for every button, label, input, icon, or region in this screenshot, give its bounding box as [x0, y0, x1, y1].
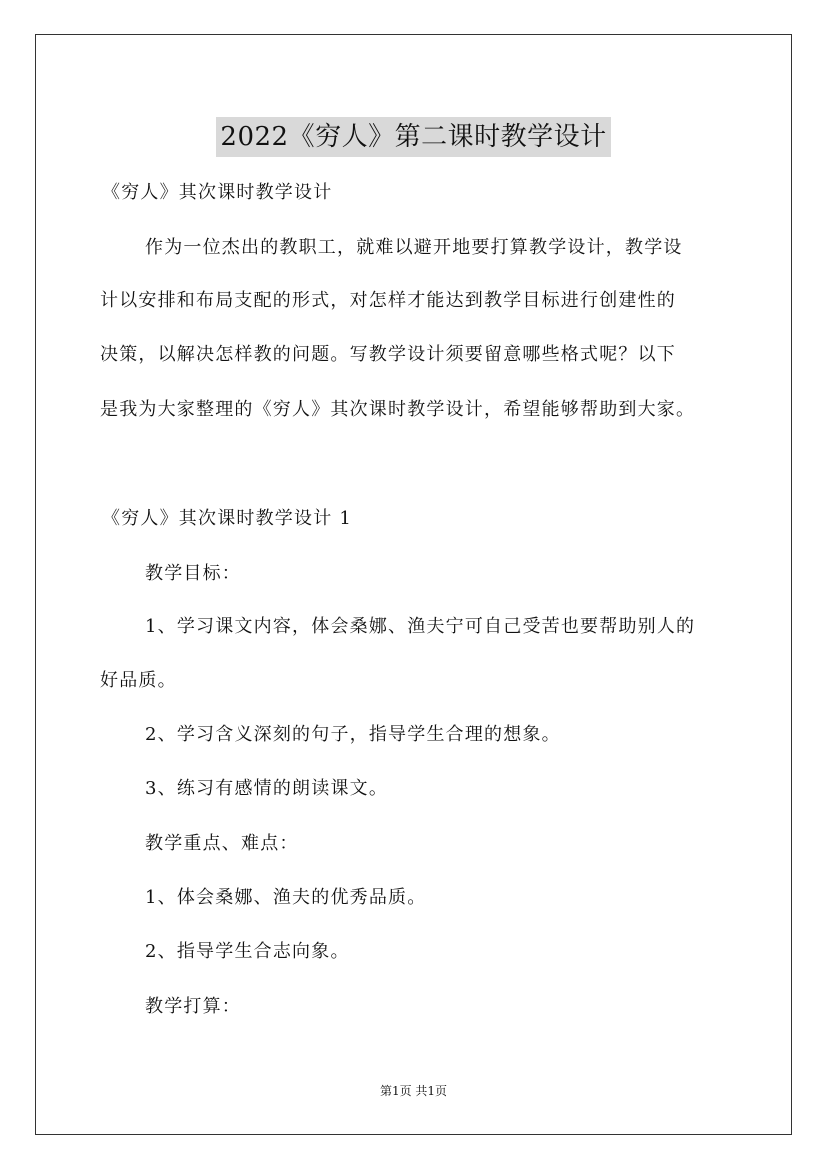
intro-line-3: 决策，以解决怎样教的问题。写教学设计须要留意哪些格式呢？以下 — [100, 344, 676, 365]
key-point-1: 1、体会桑娜、渔夫的优秀品质。 — [145, 887, 427, 908]
goals-heading: 教学目标： — [145, 563, 241, 584]
intro-line-1: 作为一位杰出的教职工，就难以避开地要打算教学设计，教学设 — [145, 237, 683, 258]
document-title: 2022《穷人》第二课时教学设计 — [216, 117, 610, 157]
title-container — [0, 100, 827, 175]
intro-line-4: 是我为大家整理的《穷人》其次课时教学设计，希望能够帮助到大家。 — [100, 399, 696, 420]
plan-heading: 教学打算： — [145, 996, 241, 1017]
goal-1-line-2: 好品质。 — [100, 670, 177, 691]
intro-line-2: 计以安排和布局支配的形式，对怎样才能达到教学目标进行创建性的 — [100, 290, 676, 311]
goal-1-line-1: 1、学习课文内容，体会桑娜、渔夫宁可自己受苦也要帮助别人的 — [145, 616, 696, 637]
section-heading: 《穷人》其次课时教学设计 1 — [102, 508, 352, 529]
goal-3: 3、练习有感情的朗读课文。 — [145, 778, 389, 799]
key-point-2: 2、指导学生合志向象。 — [145, 941, 350, 962]
page-footer: 第1页 共1页 — [379, 1084, 448, 1098]
key-points-heading: 教学重点、难点： — [145, 833, 299, 854]
goal-2: 2、学习含义深刻的句子，指导学生合理的想象。 — [145, 724, 561, 745]
document-subtitle: 《穷人》其次课时教学设计 — [102, 182, 333, 203]
